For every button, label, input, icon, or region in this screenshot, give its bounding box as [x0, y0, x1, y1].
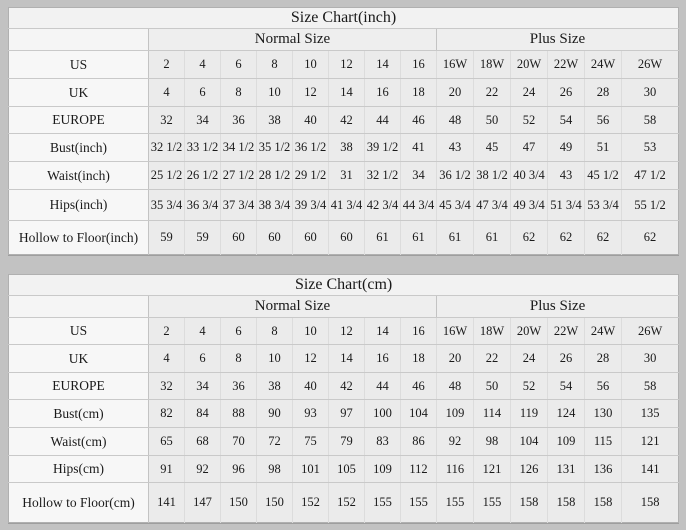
- size-cell: 121: [474, 456, 511, 483]
- plus-size-header: Plus Size: [437, 29, 679, 51]
- size-cell: 38: [257, 373, 293, 400]
- size-cell: 34: [401, 162, 437, 190]
- corner-cell: [9, 29, 149, 51]
- size-chart-cm-table: [8, 274, 679, 523]
- row-label: Bust(cm): [9, 400, 149, 428]
- row-label: Hips(cm): [9, 456, 149, 483]
- size-cell: 14: [329, 345, 365, 373]
- size-cell: 32 1/2: [365, 162, 401, 190]
- size-cell: 141: [622, 456, 679, 483]
- size-cell: 49 3/4: [511, 190, 548, 221]
- plus-size-header: Plus Size: [437, 296, 679, 318]
- size-cell: 38 1/2: [474, 162, 511, 190]
- size-cell: 28: [585, 79, 622, 107]
- size-cell: 20W: [511, 51, 548, 79]
- size-cell: 136: [585, 456, 622, 483]
- size-cell: 42: [329, 373, 365, 400]
- size-cell: 16W: [437, 318, 474, 345]
- table-row: [9, 428, 679, 456]
- size-cell: 98: [474, 428, 511, 456]
- size-cell: 52: [511, 373, 548, 400]
- size-cell: 50: [474, 107, 511, 134]
- size-cell: 92: [437, 428, 474, 456]
- size-cell: 51: [585, 134, 622, 162]
- size-cell: 24: [511, 79, 548, 107]
- size-cell: 16W: [437, 51, 474, 79]
- table-title: Size Chart(inch): [9, 8, 679, 29]
- size-cell: 43: [548, 162, 585, 190]
- size-cell: 10: [293, 51, 329, 79]
- size-cell: 35 1/2: [257, 134, 293, 162]
- size-cell: 8: [221, 79, 257, 107]
- size-cell: 104: [511, 428, 548, 456]
- size-cell: 114: [474, 400, 511, 428]
- size-cell: 100: [365, 400, 401, 428]
- size-cell: 20W: [511, 318, 548, 345]
- size-cell: 158: [548, 483, 585, 523]
- size-cell: 70: [221, 428, 257, 456]
- size-cell: 22: [474, 79, 511, 107]
- size-cell: 59: [149, 221, 185, 255]
- size-cell: 86: [401, 428, 437, 456]
- size-cell: 6: [221, 318, 257, 345]
- size-cell: 4: [149, 79, 185, 107]
- size-cell: 48: [437, 373, 474, 400]
- size-cell: 8: [257, 51, 293, 79]
- size-cell: 109: [548, 428, 585, 456]
- size-group-header-row: [9, 296, 679, 318]
- size-cell: 53 3/4: [585, 190, 622, 221]
- size-cell: 45 1/2: [585, 162, 622, 190]
- size-cell: 91: [149, 456, 185, 483]
- row-label: EUROPE: [9, 107, 149, 134]
- table-row: [9, 318, 679, 345]
- size-cell: 60: [293, 221, 329, 255]
- size-cell: 25 1/2: [149, 162, 185, 190]
- size-cell: 90: [257, 400, 293, 428]
- row-label: UK: [9, 345, 149, 373]
- size-cell: 119: [511, 400, 548, 428]
- size-cell: 37 3/4: [221, 190, 257, 221]
- size-cell: 112: [401, 456, 437, 483]
- row-label: Hollow to Floor(cm): [9, 483, 149, 523]
- size-cell: 38: [329, 134, 365, 162]
- size-cell: 10: [257, 79, 293, 107]
- size-cell: 79: [329, 428, 365, 456]
- size-cell: 158: [585, 483, 622, 523]
- size-cell: 18: [401, 345, 437, 373]
- row-label: Hollow to Floor(inch): [9, 221, 149, 255]
- size-cell: 60: [329, 221, 365, 255]
- size-cell: 24: [511, 345, 548, 373]
- size-cell: 56: [585, 107, 622, 134]
- size-cell: 26: [548, 345, 585, 373]
- size-cell: 82: [149, 400, 185, 428]
- size-chart-inch-table: [8, 7, 679, 255]
- table-row: [9, 221, 679, 255]
- size-cell: 126: [511, 456, 548, 483]
- size-cell: 12: [293, 79, 329, 107]
- size-cell: 32: [149, 107, 185, 134]
- size-cell: 65: [149, 428, 185, 456]
- size-cell: 58: [622, 107, 679, 134]
- size-cell: 27 1/2: [221, 162, 257, 190]
- size-cell: 14: [329, 79, 365, 107]
- row-label: Waist(inch): [9, 162, 149, 190]
- size-cell: 72: [257, 428, 293, 456]
- size-cell: 46: [401, 373, 437, 400]
- size-cell: 40: [293, 373, 329, 400]
- size-cell: 48: [437, 107, 474, 134]
- table-title: Size Chart(cm): [9, 275, 679, 296]
- size-cell: 24W: [585, 51, 622, 79]
- size-cell: 10: [293, 318, 329, 345]
- row-label: UK: [9, 79, 149, 107]
- size-cell: 29 1/2: [293, 162, 329, 190]
- size-cell: 83: [365, 428, 401, 456]
- size-cell: 6: [185, 79, 221, 107]
- size-cell: 22W: [548, 318, 585, 345]
- size-cell: 16: [401, 51, 437, 79]
- size-cell: 155: [401, 483, 437, 523]
- size-cell: 40: [293, 107, 329, 134]
- table-row: [9, 107, 679, 134]
- size-cell: 22W: [548, 51, 585, 79]
- size-cell: 40 3/4: [511, 162, 548, 190]
- row-label: US: [9, 51, 149, 79]
- size-cell: 55 1/2: [622, 190, 679, 221]
- size-cell: 92: [185, 456, 221, 483]
- size-cell: 155: [474, 483, 511, 523]
- size-cell: 34: [185, 107, 221, 134]
- row-label: Waist(cm): [9, 428, 149, 456]
- size-cell: 109: [365, 456, 401, 483]
- table-row: [9, 134, 679, 162]
- size-cell: 39 1/2: [365, 134, 401, 162]
- size-cell: 93: [293, 400, 329, 428]
- normal-size-header: Normal Size: [149, 296, 437, 318]
- size-cell: 124: [548, 400, 585, 428]
- size-cell: 4: [185, 318, 221, 345]
- size-cell: 16: [401, 318, 437, 345]
- size-cell: 8: [257, 318, 293, 345]
- table-title-row: [9, 8, 679, 29]
- size-cell: 28 1/2: [257, 162, 293, 190]
- size-cell: 10: [257, 345, 293, 373]
- size-cell: 36 1/2: [293, 134, 329, 162]
- size-cell: 56: [585, 373, 622, 400]
- size-cell: 4: [185, 51, 221, 79]
- size-cell: 46: [401, 107, 437, 134]
- size-cell: 36: [221, 373, 257, 400]
- size-cell: 44 3/4: [401, 190, 437, 221]
- size-cell: 38 3/4: [257, 190, 293, 221]
- size-cell: 68: [185, 428, 221, 456]
- size-cell: 109: [437, 400, 474, 428]
- size-cell: 30: [622, 79, 679, 107]
- size-cell: 41 3/4: [329, 190, 365, 221]
- size-cell: 45: [474, 134, 511, 162]
- size-cell: 30: [622, 345, 679, 373]
- size-cell: 96: [221, 456, 257, 483]
- size-cell: 4: [149, 345, 185, 373]
- table-row: [9, 373, 679, 400]
- table-title-row: [9, 275, 679, 296]
- size-cell: 98: [257, 456, 293, 483]
- size-cell: 26 1/2: [185, 162, 221, 190]
- size-cell: 97: [329, 400, 365, 428]
- size-cell: 54: [548, 373, 585, 400]
- size-cell: 20: [437, 345, 474, 373]
- size-cell: 28: [585, 345, 622, 373]
- size-cell: 47 1/2: [622, 162, 679, 190]
- size-cell: 41: [401, 134, 437, 162]
- size-cell: 60: [257, 221, 293, 255]
- size-cell: 141: [149, 483, 185, 523]
- size-cell: 135: [622, 400, 679, 428]
- size-cell: 52: [511, 107, 548, 134]
- size-cell: 88: [221, 400, 257, 428]
- size-cell: 26: [548, 79, 585, 107]
- table-row: [9, 483, 679, 523]
- row-label: Hips(inch): [9, 190, 149, 221]
- size-cell: 18W: [474, 51, 511, 79]
- row-label: US: [9, 318, 149, 345]
- size-cell: 84: [185, 400, 221, 428]
- size-cell: 2: [149, 51, 185, 79]
- size-cell: 47: [511, 134, 548, 162]
- size-cell: 155: [437, 483, 474, 523]
- size-cell: 42: [329, 107, 365, 134]
- size-cell: 75: [293, 428, 329, 456]
- size-cell: 150: [221, 483, 257, 523]
- size-cell: 38: [257, 107, 293, 134]
- table-row: [9, 456, 679, 483]
- table-row: [9, 345, 679, 373]
- size-cell: 60: [221, 221, 257, 255]
- size-cell: 26W: [622, 51, 679, 79]
- size-cell: 32: [149, 373, 185, 400]
- size-cell: 150: [257, 483, 293, 523]
- size-cell: 2: [149, 318, 185, 345]
- size-cell: 152: [293, 483, 329, 523]
- row-label: Bust(inch): [9, 134, 149, 162]
- size-cell: 62: [622, 221, 679, 255]
- size-cell: 31: [329, 162, 365, 190]
- size-cell: 16: [365, 345, 401, 373]
- size-cell: 22: [474, 345, 511, 373]
- size-cell: 47 3/4: [474, 190, 511, 221]
- size-cell: 6: [185, 345, 221, 373]
- size-cell: 51 3/4: [548, 190, 585, 221]
- size-cell: 33 1/2: [185, 134, 221, 162]
- row-label: EUROPE: [9, 373, 149, 400]
- size-cell: 116: [437, 456, 474, 483]
- size-cell: 131: [548, 456, 585, 483]
- table-row: [9, 190, 679, 221]
- size-cell: 36: [221, 107, 257, 134]
- size-cell: 34: [185, 373, 221, 400]
- size-cell: 14: [365, 318, 401, 345]
- size-cell: 43: [437, 134, 474, 162]
- size-cell: 18W: [474, 318, 511, 345]
- size-cell: 104: [401, 400, 437, 428]
- size-cell: 61: [474, 221, 511, 255]
- normal-size-header: Normal Size: [149, 29, 437, 51]
- size-cell: 32 1/2: [149, 134, 185, 162]
- size-cell: 20: [437, 79, 474, 107]
- table-row: [9, 162, 679, 190]
- table-row: [9, 79, 679, 107]
- size-cell: 18: [401, 79, 437, 107]
- size-cell: 152: [329, 483, 365, 523]
- size-cell: 44: [365, 373, 401, 400]
- size-cell: 53: [622, 134, 679, 162]
- size-cell: 58: [622, 373, 679, 400]
- size-cell: 54: [548, 107, 585, 134]
- size-cell: 62: [548, 221, 585, 255]
- size-cell: 42 3/4: [365, 190, 401, 221]
- size-cell: 105: [329, 456, 365, 483]
- size-cell: 147: [185, 483, 221, 523]
- size-cell: 115: [585, 428, 622, 456]
- corner-cell: [9, 296, 149, 318]
- size-cell: 45 3/4: [437, 190, 474, 221]
- size-cell: 8: [221, 345, 257, 373]
- size-cell: 130: [585, 400, 622, 428]
- size-cell: 158: [622, 483, 679, 523]
- size-cell: 12: [293, 345, 329, 373]
- size-cell: 49: [548, 134, 585, 162]
- size-cell: 35 3/4: [149, 190, 185, 221]
- size-cell: 62: [585, 221, 622, 255]
- size-cell: 50: [474, 373, 511, 400]
- size-cell: 155: [365, 483, 401, 523]
- size-cell: 39 3/4: [293, 190, 329, 221]
- size-cell: 62: [511, 221, 548, 255]
- size-cell: 101: [293, 456, 329, 483]
- size-cell: 12: [329, 318, 365, 345]
- size-cell: 61: [437, 221, 474, 255]
- size-cell: 61: [401, 221, 437, 255]
- table-row: [9, 400, 679, 428]
- size-cell: 59: [185, 221, 221, 255]
- size-cell: 34 1/2: [221, 134, 257, 162]
- size-cell: 14: [365, 51, 401, 79]
- size-table-body: [9, 51, 679, 255]
- size-cell: 36 1/2: [437, 162, 474, 190]
- size-cell: 6: [221, 51, 257, 79]
- size-cell: 36 3/4: [185, 190, 221, 221]
- size-cell: 24W: [585, 318, 622, 345]
- size-cell: 44: [365, 107, 401, 134]
- size-cell: 121: [622, 428, 679, 456]
- size-table-body: [9, 318, 679, 523]
- size-cell: 26W: [622, 318, 679, 345]
- size-group-header-row: [9, 29, 679, 51]
- size-cell: 61: [365, 221, 401, 255]
- size-cell: 16: [365, 79, 401, 107]
- size-cell: 12: [329, 51, 365, 79]
- table-row: [9, 51, 679, 79]
- size-cell: 158: [511, 483, 548, 523]
